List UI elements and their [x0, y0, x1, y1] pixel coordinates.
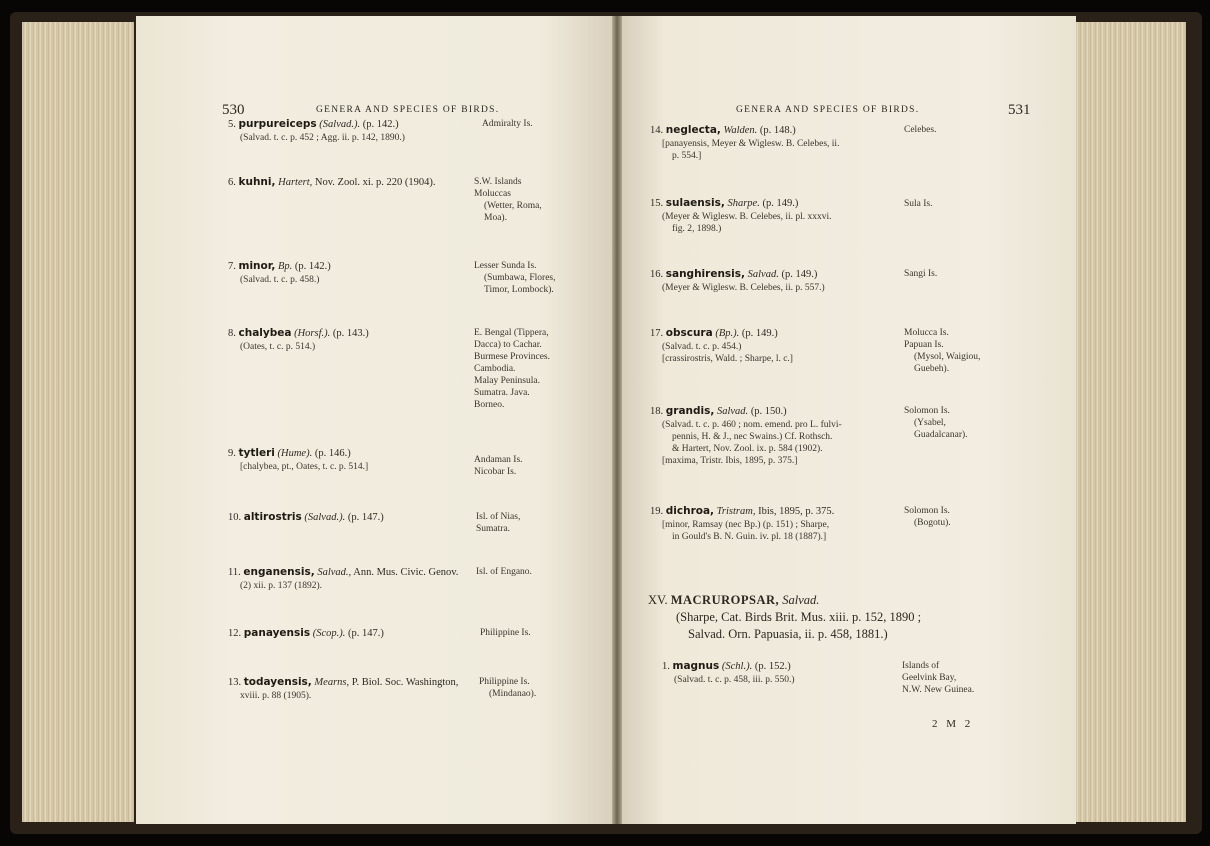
- locality-line: N.W. New Guinea.: [902, 685, 975, 695]
- species-name: purpureiceps: [238, 118, 317, 130]
- signature-mark: 2 M 2: [932, 718, 974, 730]
- locality-line: (Mysol, Waigiou,: [914, 352, 981, 362]
- locality-line: Sangi Is.: [904, 269, 938, 279]
- locality-line: Molucca Is.: [904, 328, 949, 338]
- species-locality: [474, 260, 556, 296]
- species-number: 18.: [650, 406, 666, 417]
- species-headline: [228, 676, 458, 690]
- species-name: todayensis,: [243, 676, 312, 688]
- species-headline: [228, 627, 384, 641]
- species-reference: (p. 142.): [362, 119, 399, 130]
- species-author: Salvad.,: [317, 567, 352, 578]
- species-reference: (p. 148.): [759, 125, 796, 136]
- species-locality: [476, 566, 532, 578]
- species-citation-line: [maxima, Tristr. Ibis, 1895, p. 375.]: [662, 455, 798, 466]
- genus-author: Salvad.: [782, 593, 820, 607]
- species-author: (Salvad.).: [304, 512, 346, 523]
- species-locality: [904, 198, 933, 210]
- species-number: 7.: [228, 261, 239, 272]
- species-headline: [228, 566, 458, 580]
- genus-ref-line-1: (Sharpe, Cat. Birds Brit. Mus. xiii. p. 152, 1890 ;: [676, 610, 922, 624]
- species-author: Mearns,: [314, 677, 350, 688]
- species-number: 17.: [650, 328, 666, 339]
- species-entry: [228, 118, 405, 144]
- locality-line: (Sumbawa, Flores,: [484, 273, 556, 283]
- locality-line: Sumatra.: [476, 524, 511, 534]
- species-reference: (p. 142.): [294, 261, 331, 272]
- species-author: (Schl.).: [721, 661, 753, 672]
- species-headline: [228, 447, 368, 461]
- genus-name: MACRUROPSAR,: [670, 593, 780, 607]
- species-locality: [474, 454, 523, 478]
- running-header: GENERA AND SPECIES OF BIRDS.: [316, 105, 500, 115]
- species-author: Salvad.: [747, 269, 779, 280]
- genus-numeral: XV.: [648, 593, 668, 607]
- species-citation-line: fig. 2, 1898.): [672, 223, 722, 234]
- locality-line: Geelvink Bay,: [902, 673, 957, 683]
- species-author: (Scop.).: [312, 628, 346, 639]
- species-name: chalybea: [238, 327, 292, 339]
- right-page-edges: [1074, 22, 1186, 822]
- species-number: 15.: [650, 198, 666, 209]
- genus-heading: [648, 592, 921, 643]
- species-locality: [904, 124, 936, 136]
- species-entry: [228, 566, 458, 592]
- species-locality: [904, 505, 951, 529]
- locality-line: Dacca) to Cachar.: [474, 340, 542, 350]
- species-citation-line: (2) xii. p. 137 (1892).: [240, 580, 323, 591]
- species-name: tytleri: [238, 447, 275, 459]
- species-entry: [662, 660, 795, 686]
- locality-line: Sula Is.: [904, 199, 933, 209]
- locality-line: (Wetter, Roma,: [484, 201, 542, 211]
- locality-line: Celebes.: [904, 125, 937, 135]
- locality-line: Isl. of Nias,: [476, 512, 521, 522]
- species-entry: [650, 327, 793, 365]
- locality-line: Solomon Is.: [904, 406, 950, 416]
- locality-line: Moluccas: [474, 189, 511, 199]
- species-name: obscura: [665, 327, 713, 339]
- species-reference: Nov. Zool. xi. p. 220 (1904).: [314, 177, 436, 188]
- species-number: 6.: [228, 177, 239, 188]
- species-citation-line: [chalybea, pt., Oates, t. c. p. 514.]: [240, 461, 369, 472]
- species-entry: [228, 260, 331, 286]
- locality-line: Timor, Lombock).: [484, 285, 554, 295]
- locality-line: Andaman Is.: [474, 455, 523, 465]
- species-reference: (p. 149.): [762, 198, 799, 209]
- species-entry: [228, 447, 368, 473]
- locality-line: Admiralty Is.: [482, 119, 533, 129]
- species-reference: Ann. Mus. Civic. Genov.: [353, 567, 459, 578]
- species-headline: [650, 505, 834, 519]
- species-citation-line: (Salvad. t. c. p. 458, iii. p. 550.): [674, 674, 795, 685]
- species-name: sulaensis,: [665, 197, 725, 209]
- locality-line: Cambodia.: [474, 364, 516, 374]
- locality-line: (Ysabel,: [914, 418, 946, 428]
- species-reference: (p. 146.): [314, 448, 351, 459]
- locality-line: Philippine Is.: [480, 628, 531, 638]
- species-author: (Bp.).: [715, 328, 740, 339]
- locality-line: Borneo.: [474, 400, 505, 410]
- species-citation-line: (Salvad. t. c. p. 460 ; nom. emend. pro L. fulvi-: [662, 419, 842, 430]
- locality-line: E. Bengal (Tippera,: [474, 328, 549, 338]
- page-number: 530: [222, 102, 245, 118]
- species-author: Bp.: [277, 261, 293, 272]
- species-name: kuhni,: [238, 176, 276, 188]
- locality-line: (Bogotu).: [914, 518, 951, 528]
- species-reference: P. Biol. Soc. Washington,: [351, 677, 459, 688]
- species-author: Salvad.: [716, 406, 749, 417]
- species-author: (Salvad.).: [319, 119, 361, 130]
- species-headline: [228, 511, 384, 525]
- species-locality: [474, 176, 542, 224]
- locality-line: Solomon Is.: [904, 506, 950, 516]
- species-headline: [662, 660, 795, 674]
- species-citation-line: (Meyer & Wiglesw. B. Celebes, ii. p. 557.): [662, 282, 825, 293]
- species-reference: (p. 149.): [781, 269, 818, 280]
- locality-line: Papuan Is.: [904, 340, 944, 350]
- species-author: Tristram,: [716, 506, 756, 517]
- species-locality: [479, 676, 536, 700]
- species-name: dichroa,: [665, 505, 715, 517]
- species-citation-line: (Meyer & Wiglesw. B. Celebes, ii. pl. xxxvi.: [662, 211, 832, 222]
- species-headline: [228, 176, 436, 190]
- species-headline: [228, 260, 331, 274]
- species-reference: (p. 150.): [750, 406, 787, 417]
- species-author: Hartert,: [278, 177, 313, 188]
- species-number: 1.: [662, 661, 673, 672]
- species-name: altirostris: [243, 511, 302, 523]
- locality-line: Burmese Provinces.: [474, 352, 550, 362]
- species-citation-line: [crassirostris, Wald. ; Sharpe, l. c.]: [662, 353, 793, 364]
- book-gutter: [612, 16, 622, 824]
- species-citation-line: in Gould's B. N. Guin. iv. pl. 18 (1887).]: [672, 531, 827, 542]
- species-locality: [474, 327, 550, 411]
- species-author: (Horsf.).: [294, 328, 331, 339]
- species-locality: [904, 327, 980, 375]
- species-citation-line: (Salvad. t. c. p. 454.): [662, 341, 742, 352]
- species-name: panayensis: [243, 627, 311, 639]
- species-number: 10.: [228, 512, 244, 523]
- species-citation-line: (Salvad. t. c. p. 458.): [240, 274, 320, 285]
- species-author: Sharpe.: [727, 198, 760, 209]
- species-number: 9.: [228, 448, 239, 459]
- species-locality: [902, 660, 974, 696]
- species-entry: [228, 627, 384, 641]
- page-number: 531: [1008, 102, 1031, 118]
- locality-line: S.W. Islands: [474, 177, 522, 187]
- species-number: 11.: [228, 567, 244, 578]
- species-entry: [228, 327, 369, 353]
- locality-line: Malay Peninsula.: [474, 376, 540, 386]
- species-number: 14.: [650, 125, 666, 136]
- species-headline: [650, 268, 825, 282]
- species-entry: [650, 197, 832, 235]
- species-name: sanghirensis,: [665, 268, 746, 280]
- species-headline: [228, 327, 369, 341]
- locality-line: Islands of: [902, 661, 940, 671]
- species-reference: Ibis, 1895, p. 375.: [758, 506, 835, 517]
- species-name: minor,: [238, 260, 276, 272]
- species-entry: [650, 505, 834, 543]
- species-citation-line: [minor, Ramsay (nec Bp.) (p. 151) ; Sharpe,: [662, 519, 830, 530]
- locality-line: Sumatra. Java.: [474, 388, 530, 398]
- species-entry: [650, 405, 842, 467]
- locality-line: Philippine Is.: [479, 677, 530, 687]
- species-reference: (p. 147.): [347, 512, 384, 523]
- species-headline: [650, 327, 793, 341]
- species-number: 12.: [228, 628, 244, 639]
- species-citation-line: (Salvad. t. c. p. 452 ; Agg. ii. p. 142, 1890.): [240, 132, 405, 143]
- species-citation-line: pennis, H. & J., nec Swains.) Cf. Rothsch.: [672, 431, 833, 442]
- species-headline: [650, 405, 842, 419]
- species-number: 13.: [228, 677, 244, 688]
- species-entry: [650, 124, 839, 162]
- species-citation-line: [panayensis, Meyer & Wiglesw. B. Celebes, ii.: [662, 138, 840, 149]
- species-number: 16.: [650, 269, 666, 280]
- locality-line: Nicobar Is.: [474, 467, 517, 477]
- locality-line: (Mindanao).: [489, 689, 537, 699]
- left-page-edges: [22, 22, 134, 822]
- species-citation-line: (Oates, t. c. p. 514.): [240, 341, 316, 352]
- species-locality: [482, 118, 533, 130]
- species-reference: (p. 147.): [348, 628, 384, 639]
- species-number: 8.: [228, 328, 239, 339]
- species-entry: [228, 511, 384, 525]
- species-author: (Hume).: [277, 448, 313, 459]
- species-citation-line: & Hartert, Nov. Zool. ix. p. 584 (1902).: [672, 443, 823, 454]
- species-reference: (p. 152.): [754, 661, 791, 672]
- genus-ref-line-2: Salvad. Orn. Papuasia, ii. p. 458, 1881.): [688, 627, 888, 641]
- species-number: 5.: [228, 119, 239, 130]
- locality-line: Lesser Sunda Is.: [474, 261, 537, 271]
- species-reference: (p. 143.): [332, 328, 369, 339]
- species-name: grandis,: [665, 405, 715, 417]
- species-entry: [228, 676, 458, 702]
- species-locality: [480, 627, 531, 639]
- locality-line: Guadalcanar).: [914, 430, 968, 440]
- species-name: enganensis,: [243, 566, 315, 578]
- species-reference: (p. 149.): [741, 328, 778, 339]
- species-citation-line: p. 554.]: [672, 150, 702, 161]
- running-header: GENERA AND SPECIES OF BIRDS.: [736, 105, 920, 115]
- species-entry: [650, 268, 825, 294]
- species-entry: [228, 176, 436, 190]
- species-name: magnus: [672, 660, 720, 672]
- species-locality: [476, 511, 520, 535]
- locality-line: Moa).: [484, 213, 507, 223]
- species-headline: [650, 124, 839, 138]
- species-headline: [650, 197, 832, 211]
- species-locality: [904, 268, 937, 280]
- species-headline: [228, 118, 405, 132]
- locality-line: Isl. of Engano.: [476, 567, 532, 577]
- species-name: neglecta,: [665, 124, 721, 136]
- species-number: 19.: [650, 506, 666, 517]
- species-author: Walden.: [723, 125, 758, 136]
- species-citation-line: xviii. p. 88 (1905).: [240, 690, 312, 701]
- locality-line: Guebeh).: [914, 364, 950, 374]
- species-locality: [904, 405, 968, 441]
